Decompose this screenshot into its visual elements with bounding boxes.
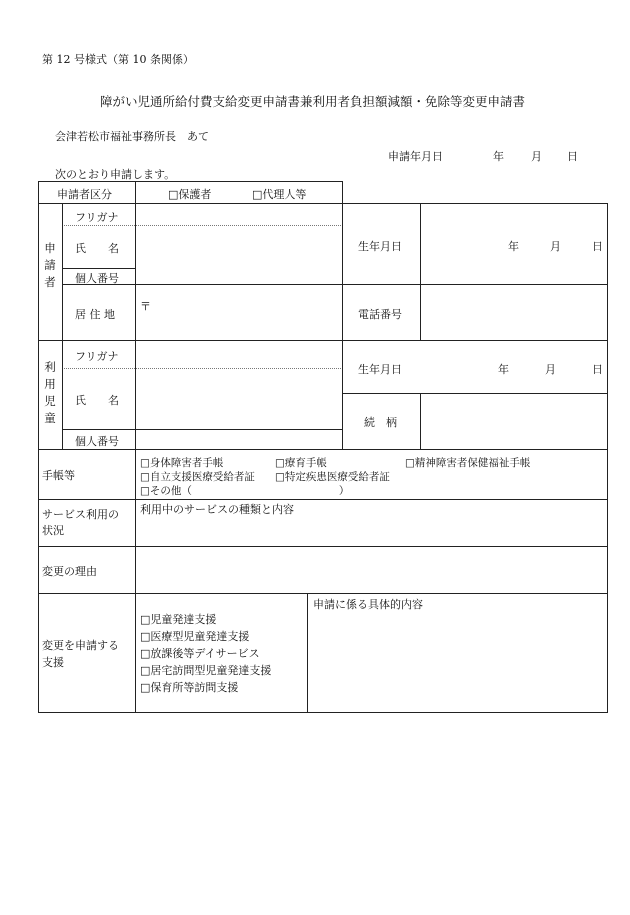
child-birth-day[interactable]: 日 [592, 363, 603, 376]
applicant-personal-number-label: 個人番号 [75, 272, 119, 285]
child-birth-month[interactable]: 月 [545, 363, 556, 376]
applicant-address-field[interactable] [136, 285, 342, 340]
change-reason-label: 変更の理由 [42, 565, 97, 578]
medical-child-development-checkbox[interactable]: □医療型児童発達支援 [140, 630, 250, 643]
service-status-content-label: 利用中のサービスの種類と内容 [140, 503, 294, 516]
child-name-label: 氏 名 [75, 394, 119, 407]
application-date-year: 年 [493, 150, 504, 163]
applicant-name-label: 氏 名 [75, 242, 119, 255]
child-development-checkbox[interactable]: □児童発達支援 [140, 613, 217, 626]
service-status-field[interactable] [136, 516, 607, 546]
form-number: 第 12 号様式（第 10 条関係） [42, 53, 194, 66]
change-request-label: 変更を申請する 支援 [42, 639, 119, 669]
application-date-month: 月 [531, 150, 542, 163]
application-date-label: 申請年月日 [388, 150, 443, 163]
applicant-birth-month[interactable]: 月 [550, 240, 561, 253]
applicant-personal-number-field[interactable] [136, 269, 342, 284]
nursery-visit-support-checkbox[interactable]: □保育所等訪問支援 [140, 681, 239, 694]
rehabilitation-checkbox[interactable]: □療育手帳 [275, 457, 327, 469]
agent-checkbox[interactable]: □代理人等 [252, 188, 307, 201]
child-section-label: 利 用 児 童 [44, 360, 56, 425]
applicant-phone-label: 電話番号 [358, 308, 402, 321]
applicant-address-label: 居 住 地 [75, 308, 115, 321]
child-relation-field[interactable] [421, 394, 607, 449]
service-status-label: サービス利用の 状況 [42, 508, 119, 537]
child-name-field[interactable] [136, 369, 342, 429]
request-details-label: 申請に係る具体的内容 [313, 598, 423, 611]
child-personal-number-label: 個人番号 [75, 435, 119, 448]
guardian-checkbox[interactable]: □保護者 [168, 188, 212, 201]
child-personal-number-field[interactable] [136, 430, 342, 449]
applicant-section-label: 申 請 者 [44, 240, 56, 289]
change-reason-field[interactable] [136, 547, 607, 593]
child-birthdate-label: 生年月日 [358, 363, 402, 376]
applicant-birthdate-label: 生年月日 [358, 240, 402, 253]
child-relation-label: 続 柄 [364, 416, 397, 429]
applicant-birth-year[interactable]: 年 [508, 240, 519, 253]
applicant-phone-field[interactable] [421, 285, 607, 340]
child-furigana-field[interactable] [136, 341, 342, 368]
applicant-birth-day[interactable]: 日 [592, 240, 603, 253]
request-details-field[interactable] [308, 612, 607, 711]
medical-support-checkbox[interactable]: □自立支援医療受給者証 [140, 471, 255, 483]
mental-health-checkbox[interactable]: □精神障害者保健福祉手帳 [405, 457, 531, 469]
application-date-day: 日 [567, 150, 578, 163]
applicant-furigana-field[interactable] [136, 204, 342, 225]
page-title: 障がい児通所給付費支給変更申請書兼利用者負担額減額・免除等変更申請書 [100, 94, 526, 109]
specific-disease-checkbox[interactable]: □特定疾患医療受給者証 [275, 471, 390, 483]
applicant-furigana-label: フリガナ [75, 211, 119, 224]
child-birth-year[interactable]: 年 [498, 363, 509, 376]
home-visit-development-checkbox[interactable]: □居宅訪問型児童発達支援 [140, 664, 272, 677]
addressee: 会津若松市福祉事務所長 あて [55, 130, 209, 143]
handbook-label: 手帳等 [42, 469, 75, 482]
after-school-day-service-checkbox[interactable]: □放課後等デイサービス [140, 647, 260, 660]
intro-text: 次のとおり申請します。 [55, 168, 176, 181]
applicant-type-label: 申請者区分 [57, 188, 112, 201]
applicant-name-field[interactable] [136, 226, 342, 268]
child-furigana-label: フリガナ [75, 350, 119, 363]
other-checkbox[interactable]: □その他（ ） [140, 485, 350, 497]
physical-disability-checkbox[interactable]: □身体障害者手帳 [140, 457, 224, 469]
support-options-list [140, 611, 271, 696]
postal-mark: 〒 [140, 300, 151, 313]
